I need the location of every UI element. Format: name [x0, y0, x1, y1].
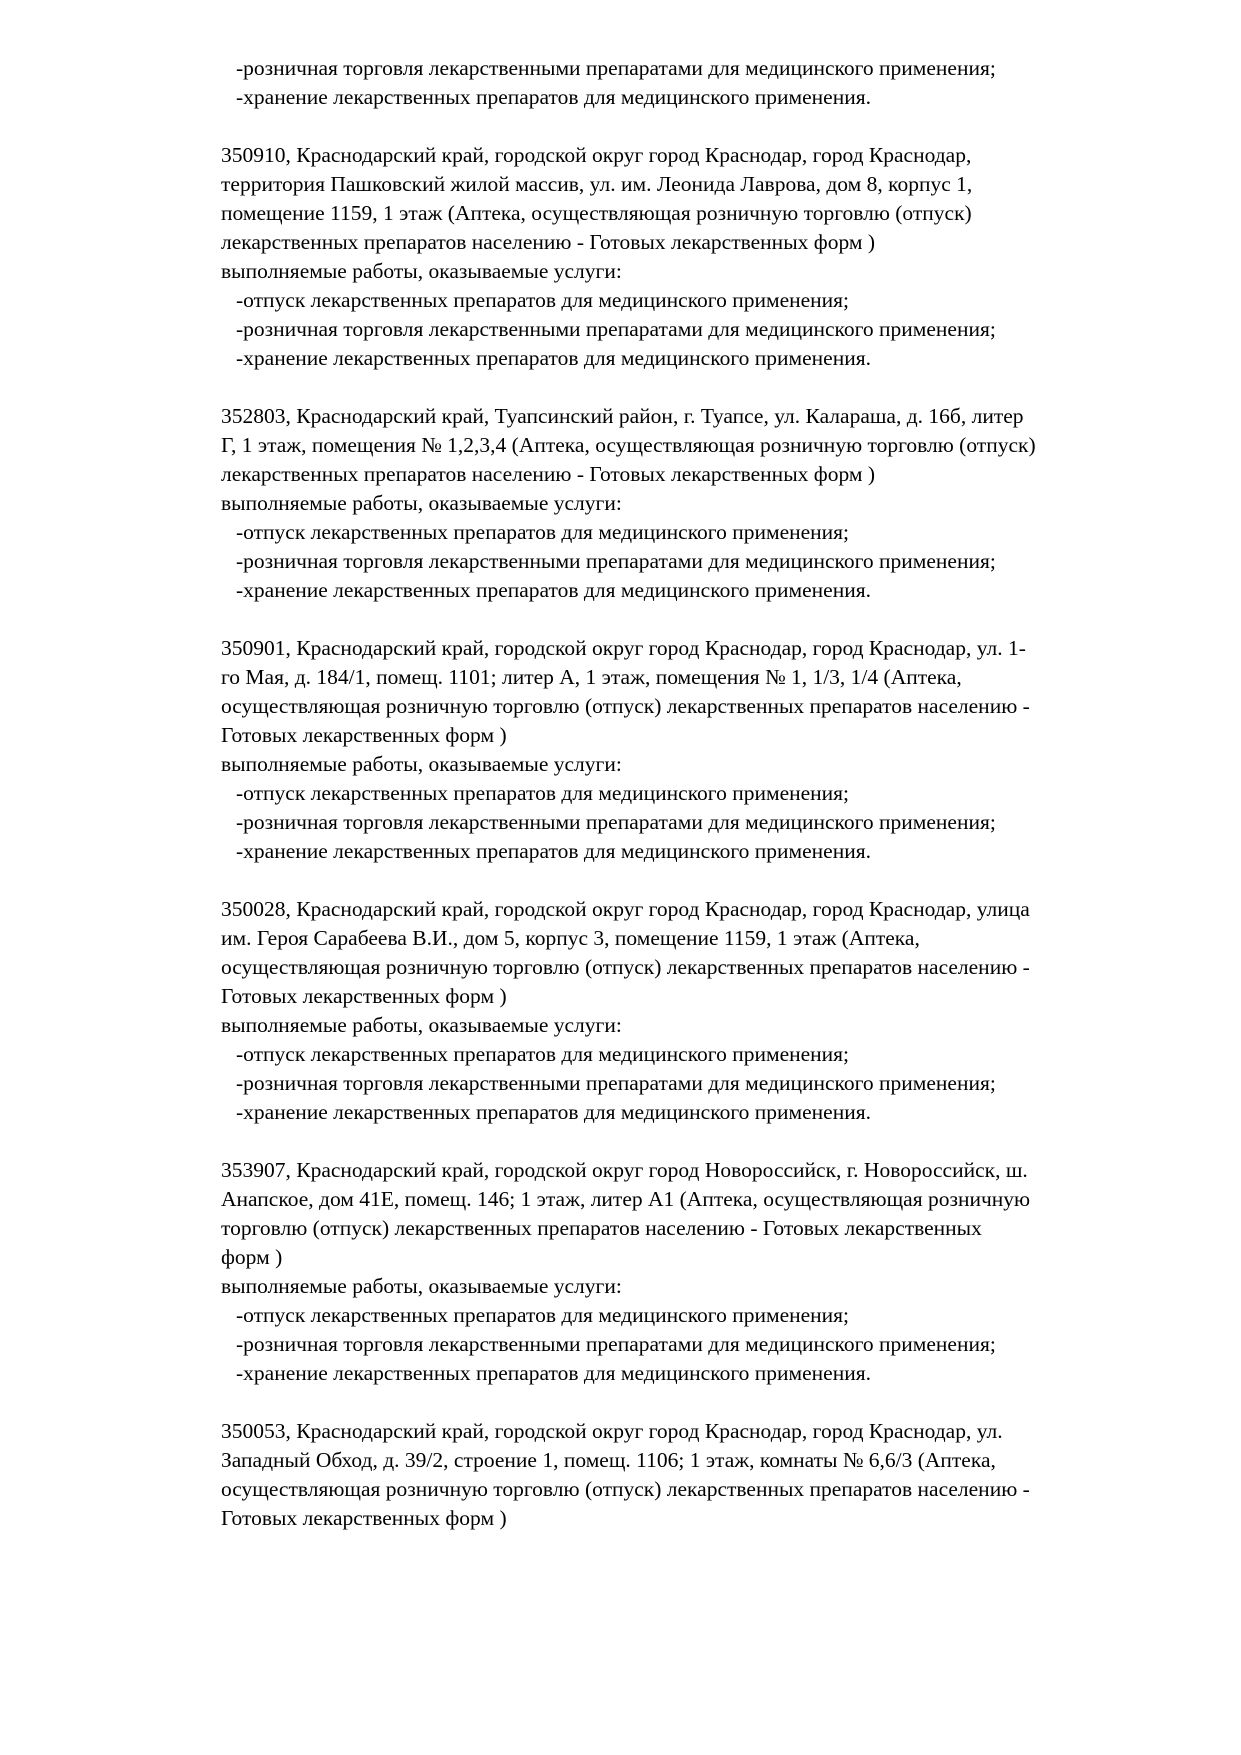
address-line: форм ) [221, 1245, 283, 1269]
service-storage: -хранение лекарственных препаратов для медицинского применения. [236, 839, 871, 863]
service-retail: -розничная торговля лекарственными препаратами для медицинского применения; [236, 810, 996, 834]
address-line: осуществляющая розничную торговлю (отпуск) лекарственных препаратов населению - [221, 694, 1030, 718]
service-dispense: -отпуск лекарственных препаратов для медицинского применения; [236, 520, 850, 544]
service-storage: -хранение лекарственных препаратов для медицинского применения. [236, 1361, 871, 1385]
service-retail: -розничная торговля лекарственными препаратами для медицинского применения; [236, 1071, 996, 1095]
service-dispense: -отпуск лекарственных препаратов для медицинского применения; [236, 1303, 850, 1327]
address-line: лекарственных препаратов населению - Готовых лекарственных форм ) [221, 462, 876, 486]
address-line: 350053, Краснодарский край, городской округ город Краснодар, город Краснодар, ул. [221, 1419, 1003, 1443]
document-page [221, 54, 1181, 1533]
works-label: выполняемые работы, оказываемые услуги: [221, 752, 622, 776]
address-line: осуществляющая розничную торговлю (отпуск) лекарственных препаратов населению - [221, 955, 1030, 979]
address-line: торговлю (отпуск) лекарственных препаратов населению - Готовых лекарственных [221, 1216, 982, 1240]
block-gap [221, 373, 1181, 402]
works-label: выполняемые работы, оказываемые услуги: [221, 491, 622, 515]
service-retail: -розничная торговля лекарственными препаратами для медицинского применения; [236, 549, 996, 573]
address-line: им. Героя Сарабеева В.И., дом 5, корпус 3, помещение 1159, 1 этаж (Аптека, [221, 926, 920, 950]
service-dispense: -отпуск лекарственных препаратов для медицинского применения; [236, 288, 850, 312]
service-storage: -хранение лекарственных препаратов для медицинского применения. [236, 85, 871, 109]
address-line: Готовых лекарственных форм ) [221, 984, 507, 1008]
address-line: 350028, Краснодарский край, городской округ город Краснодар, город Краснодар, улица [221, 897, 1030, 921]
address-line: Г, 1 этаж, помещения № 1,2,3,4 (Аптека, осуществляющая розничную торговлю (отпуск) [221, 433, 1036, 457]
address-line: Анапское, дом 41Е, помещ. 146; 1 этаж, литер А1 (Аптека, осуществляющая розничную [221, 1187, 1031, 1211]
block-gap [221, 866, 1181, 895]
block-gap [221, 112, 1181, 141]
address-line: 352803, Краснодарский край, Туапсинский район, г. Туапсе, ул. Калараша, д. 16б, литер [221, 404, 1024, 428]
works-label: выполняемые работы, оказываемые услуги: [221, 1274, 622, 1298]
service-storage: -хранение лекарственных препаратов для медицинского применения. [236, 578, 871, 602]
address-line: Готовых лекарственных форм ) [221, 723, 507, 747]
address-line: Готовых лекарственных форм ) [221, 1506, 507, 1530]
address-line: лекарственных препаратов населению - Готовых лекарственных форм ) [221, 230, 876, 254]
address-line: территория Пашковский жилой массив, ул. им. Леонида Лаврова, дом 8, корпус 1, [221, 172, 973, 196]
service-retail: -розничная торговля лекарственными препаратами для медицинского применения; [236, 317, 996, 341]
block-gap [221, 1127, 1181, 1156]
service-retail: -розничная торговля лекарственными препаратами для медицинского применения; [236, 56, 996, 80]
address-line: Западный Обход, д. 39/2, строение 1, помещ. 1106; 1 этаж, комнаты № 6,6/3 (Аптека, [221, 1448, 996, 1472]
address-line: 350910, Краснодарский край, городской округ город Краснодар, город Краснодар, [221, 143, 972, 167]
service-retail: -розничная торговля лекарственными препаратами для медицинского применения; [236, 1332, 996, 1356]
works-label: выполняемые работы, оказываемые услуги: [221, 1013, 622, 1037]
address-line: осуществляющая розничную торговлю (отпуск) лекарственных препаратов населению - [221, 1477, 1030, 1501]
works-label: выполняемые работы, оказываемые услуги: [221, 259, 622, 283]
address-line: 353907, Краснодарский край, городской округ город Новороссийск, г. Новороссийск, ш. [221, 1158, 1028, 1182]
address-line: го Мая, д. 184/1, помещ. 1101; литер А, 1 этаж, помещения № 1, 1/3, 1/4 (Аптека, [221, 665, 962, 689]
service-storage: -хранение лекарственных препаратов для медицинского применения. [236, 346, 871, 370]
block-gap [221, 605, 1181, 634]
service-storage: -хранение лекарственных препаратов для медицинского применения. [236, 1100, 871, 1124]
block-gap [221, 1388, 1181, 1417]
address-line: помещение 1159, 1 этаж (Аптека, осуществляющая розничную торговлю (отпуск) [221, 201, 972, 225]
service-dispense: -отпуск лекарственных препаратов для медицинского применения; [236, 1042, 850, 1066]
address-line: 350901, Краснодарский край, городской округ город Краснодар, город Краснодар, ул. 1- [221, 636, 1026, 660]
service-dispense: -отпуск лекарственных препаратов для медицинского применения; [236, 781, 850, 805]
